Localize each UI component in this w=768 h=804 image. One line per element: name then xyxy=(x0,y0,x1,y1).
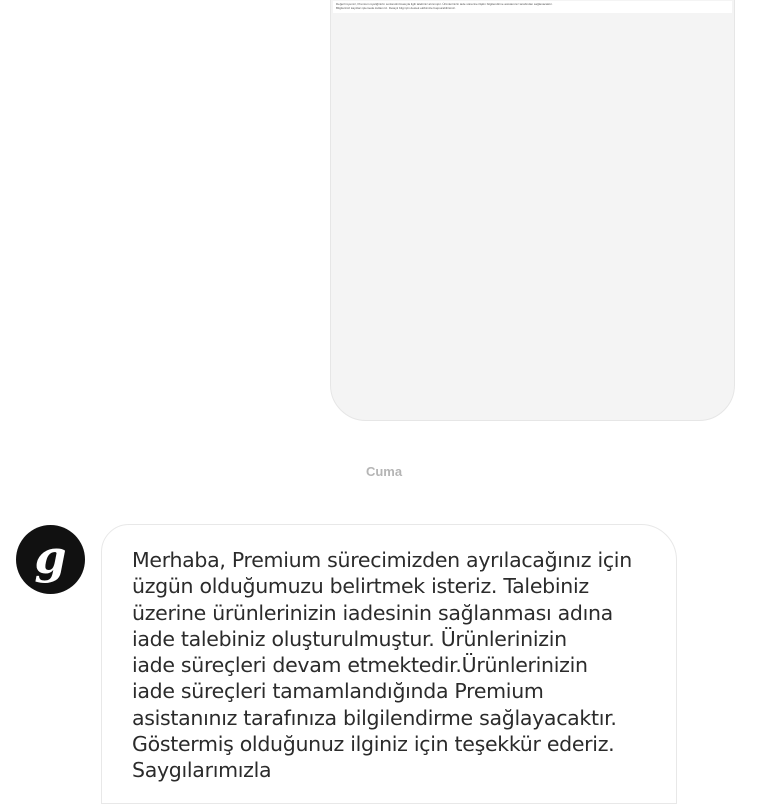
message-line: Merhaba, Premium sürecimizden ayrılacağınız için xyxy=(132,548,632,572)
attachment-text-line: Bilgilerinizi kayıtları işlemede kullanırız. Detaylı bilgi için destek ekibimize başvurabilirsiniz. xyxy=(336,6,456,10)
brand-logo-icon: g xyxy=(34,529,67,584)
message-line: iade süreçleri tamamlandığında Premium xyxy=(132,679,544,704)
message-line: iade talebiniz oluşturulmuştur. Ürünlerinizin xyxy=(132,626,567,651)
sent-message-bubble[interactable] xyxy=(330,0,735,421)
sender-avatar[interactable] xyxy=(16,525,85,594)
message-line: üzerine ürünlerinizin iadesinin sağlanması adına xyxy=(132,600,613,625)
message-line: asistanınız tarafınıza bilgilendirme sağlayacaktır. xyxy=(132,705,617,730)
message-line: iade süreçleri devam etmektedir.Ürünlerinizin xyxy=(132,653,588,678)
message-line: üzgün olduğumuzu belirtmek isteriz. Talebiniz xyxy=(132,574,589,599)
attachment-preview[interactable] xyxy=(333,1,732,13)
message-line: Göstermiş olduğunuz ilginiz için teşekkür ederiz. xyxy=(132,732,615,757)
attachment-text-line: Değerli üyemiz, Premium üyeliğinizin sonlandırılmasıyla ilgili talebiniz alınmıştır. Ürünlerinizin iade sürecine ilişkin bilgilendirme asistanınız tarafından sağlanacaktır. xyxy=(336,2,553,6)
date-separator: Cuma xyxy=(365,464,403,479)
received-message-bubble[interactable] xyxy=(101,524,677,804)
message-text xyxy=(132,547,656,784)
message-line: Saygılarımızla xyxy=(132,758,272,783)
